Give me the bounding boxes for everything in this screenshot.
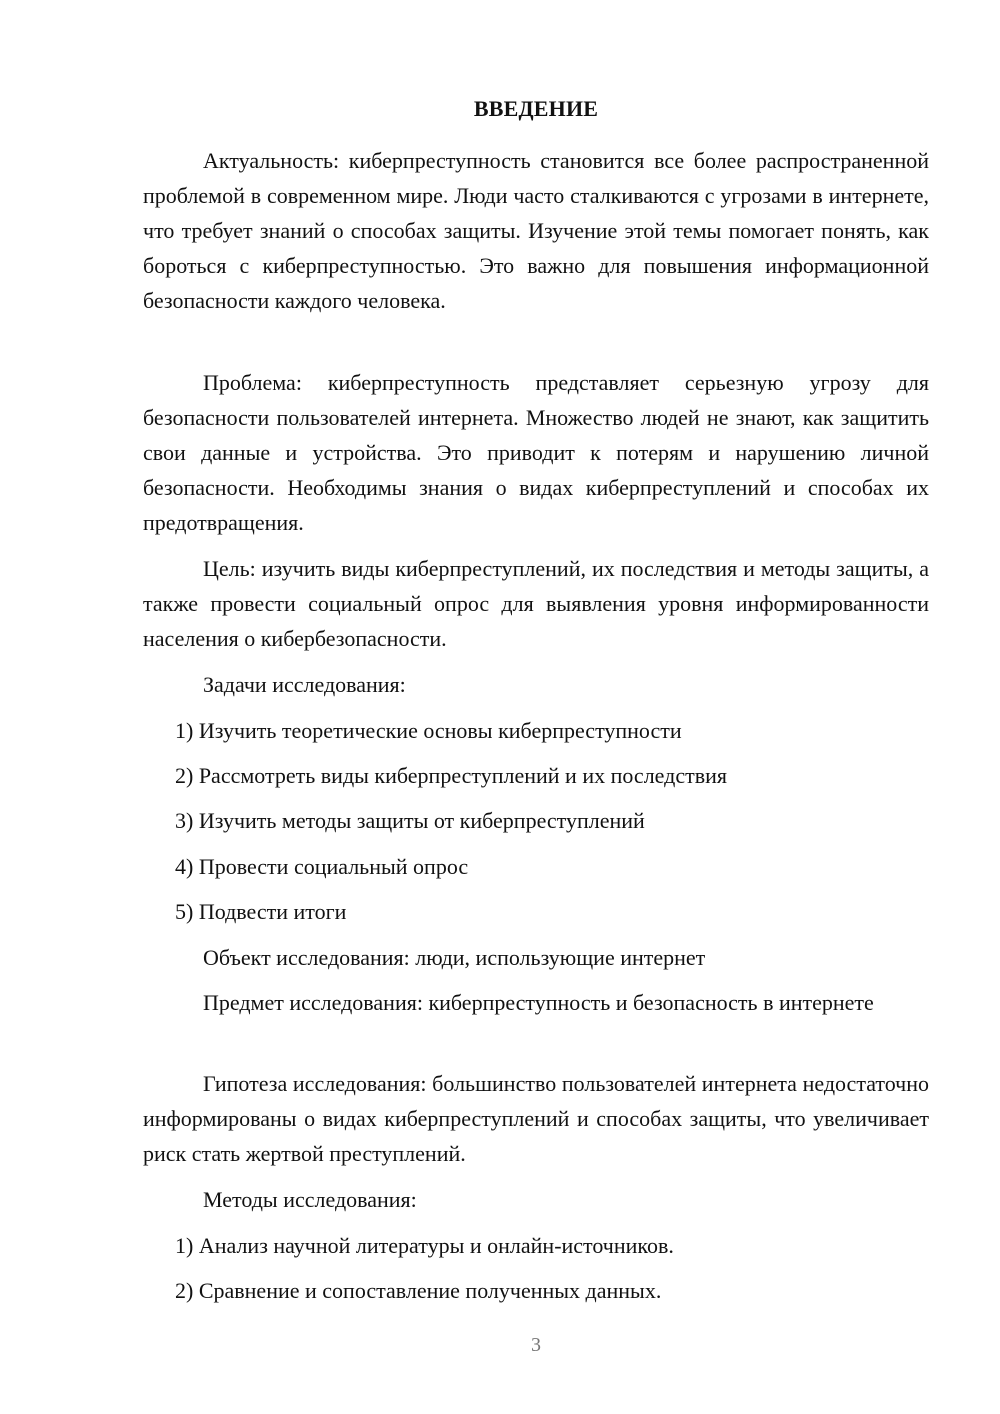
- paragraph-problem: [143, 365, 929, 540]
- paragraph-goal: [143, 551, 929, 656]
- page-number: 3: [531, 1334, 541, 1356]
- problem-text: Проблема: киберпреступность представляет серьезную угрозу для безопасности пользователей интернета. Множество людей не знают, как защитить свои данные и устройства. Это приводит к потерям и нарушению личной безопасности. Необходимы знания о видах киберпреступлений и способах их предотвращения.: [143, 370, 929, 535]
- tasks-heading: Задачи исследования:: [203, 672, 406, 697]
- research-object: Объект исследования: люди, использующие интернет: [203, 945, 706, 970]
- task-item-4: 4) Провести социальный опрос: [175, 854, 469, 879]
- methods-heading: Методы исследования:: [203, 1187, 417, 1212]
- task-item-2: 2) Рассмотреть виды киберпреступлений и их последствия: [175, 763, 727, 788]
- hypothesis-text: Гипотеза исследования: большинство пользователей интернета недостаточно информированы о видах киберпреступлений и способах защиты, что увеличивает риск стать жертвой преступлений.: [143, 1071, 929, 1166]
- task-item-3: 3) Изучить методы защиты от киберпреступлений: [175, 808, 645, 833]
- method-item-1: 1) Анализ научной литературы и онлайн-источников.: [175, 1233, 674, 1258]
- task-item-5: 5) Подвести итоги: [175, 899, 347, 924]
- paragraph-relevance: [143, 143, 929, 318]
- relevance-text: Актуальность: киберпреступность становится все более распространенной проблемой в современном мире. Люди часто сталкиваются с угрозами в интернете, что требует знаний о способах защиты. Изучение этой темы помогает понять, как бороться с киберпреступностью. Это важно для повышения информационной безопасности каждого человека.: [143, 148, 929, 313]
- paragraph-subject: [143, 985, 929, 1020]
- subject-text: Предмет исследования: киберпреступность и безопасность в интернете: [203, 990, 874, 1015]
- task-item-1: 1) Изучить теоретические основы киберпреступности: [175, 718, 682, 743]
- paragraph-hypothesis: [143, 1066, 929, 1171]
- goal-text: Цель: изучить виды киберпреступлений, их последствия и методы защиты, а также провести социальный опрос для выявления уровня информированности населения о кибербезопасности.: [143, 556, 929, 651]
- section-title: ВВЕДЕНИЕ: [473, 96, 599, 121]
- method-item-2: 2) Сравнение и сопоставление полученных данных.: [175, 1278, 662, 1303]
